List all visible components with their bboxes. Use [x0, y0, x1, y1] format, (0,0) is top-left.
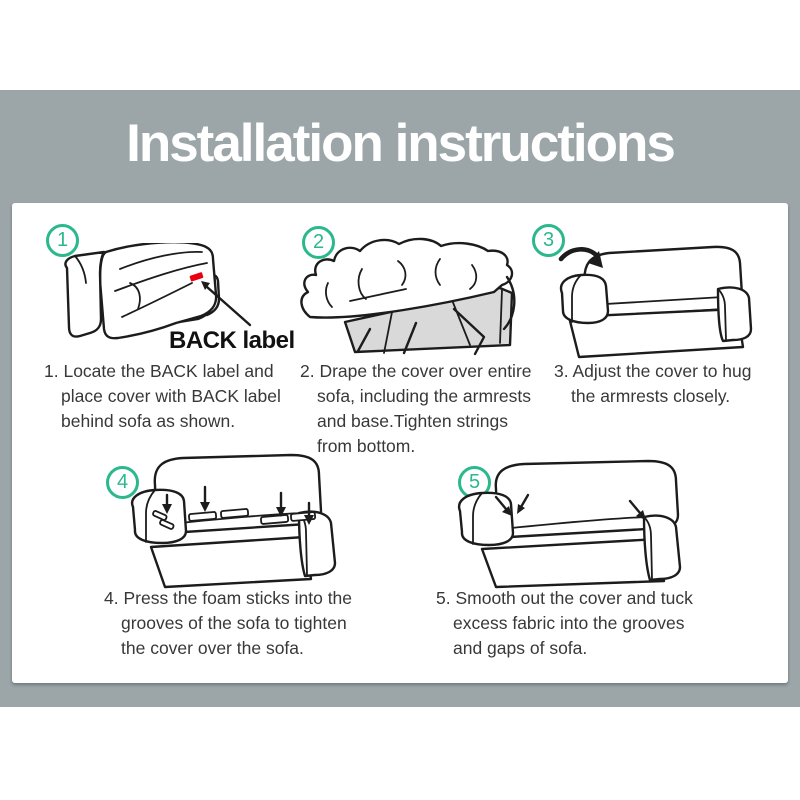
sofa-tuck-fabric-illustration	[430, 453, 742, 591]
step-text-line: behind sofa as shown.	[61, 411, 236, 431]
step-text-line: 5. Smooth out the cover and tuck	[436, 588, 693, 608]
step-text-line: 4. Press the foam sticks into the	[104, 588, 353, 608]
step-number-badge: 4	[106, 466, 139, 499]
step-3-text	[554, 359, 794, 409]
step-text-line: 2. Drape the cover over entire	[300, 361, 532, 381]
page-title: Installation instructions	[126, 114, 674, 173]
step-text-line: sofa, including the armrests	[317, 386, 531, 406]
step-text-line: and base.Tighten strings	[317, 411, 508, 431]
step-number-badge: 3	[532, 224, 565, 257]
sofa-adjust-armrest-illustration	[555, 243, 783, 363]
step-2-text	[300, 359, 552, 459]
step-text-line: grooves of the sofa to tighten	[121, 613, 347, 633]
step-text-line: from bottom.	[317, 436, 416, 456]
curved-arrow-icon	[561, 249, 603, 268]
step-number-badge: 5	[458, 466, 491, 499]
instructions-panel	[12, 203, 788, 683]
step-5-text	[436, 586, 736, 661]
step-number-badge: 1	[46, 224, 79, 257]
back-label-annotation: BACK label	[169, 327, 295, 354]
step-text-line: the cover over the sofa.	[121, 638, 304, 658]
step-text-line: the armrests closely.	[571, 386, 731, 406]
step-4-text	[104, 586, 386, 661]
sofa-draped-cover-illustration	[298, 237, 543, 359]
sofa-foam-sticks-illustration	[95, 453, 395, 591]
step-1-text	[44, 359, 296, 434]
step-number-badge: 2	[302, 226, 335, 259]
step-text-line: place cover with BACK label	[61, 386, 281, 406]
step-text-line: and gaps of sofa.	[453, 638, 588, 658]
step-text-line: 1. Locate the BACK label and	[44, 361, 274, 381]
step-text-line: excess fabric into the grooves	[453, 613, 685, 633]
step-text-line: 3. Adjust the cover to hug	[554, 361, 752, 381]
